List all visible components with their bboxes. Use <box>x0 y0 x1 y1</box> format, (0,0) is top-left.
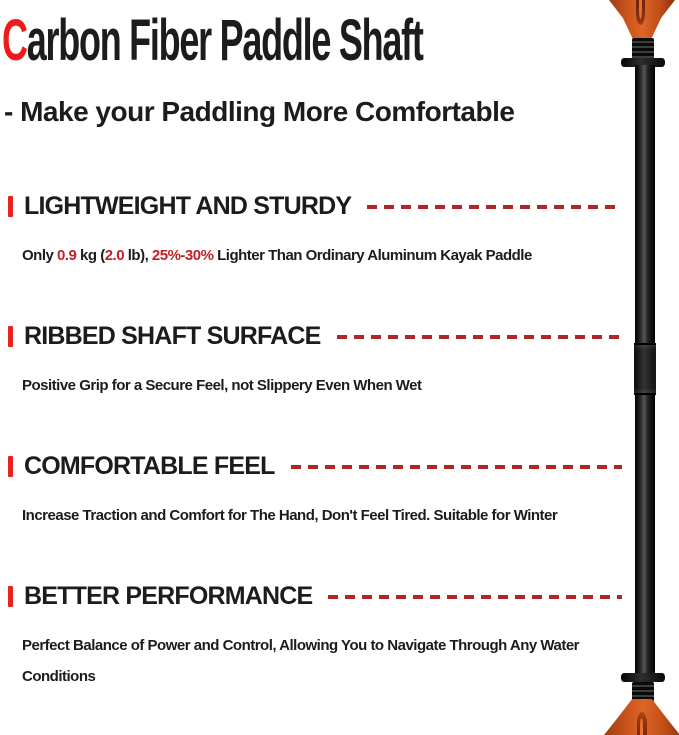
section-heading: RIBBED SHAFT SURFACE <box>24 321 321 350</box>
highlighted-text: 2.0 <box>104 247 125 264</box>
red-accent-bar <box>8 456 13 477</box>
dashed-divider <box>367 205 622 209</box>
red-accent-bar <box>8 326 13 347</box>
paddle-top-ribbed-collar <box>632 38 654 61</box>
paddle-bottom-blade-spine <box>637 712 647 735</box>
dashed-divider <box>337 335 622 339</box>
paddle-bottom-blade <box>604 699 679 735</box>
section-heading-row <box>0 190 679 222</box>
plain-text: Only <box>22 247 58 264</box>
page-subtitle: - Make your Paddling More Comfortable <box>4 96 515 127</box>
paddle-top-blade-spine <box>636 0 645 25</box>
highlighted-text: 25%-30% <box>151 247 214 264</box>
title-first-letter: C <box>2 8 27 73</box>
section-heading: LIGHTWEIGHT AND STURDY <box>24 191 352 220</box>
section-description <box>22 500 557 531</box>
paddle-top-drip-ring <box>621 58 665 67</box>
red-accent-bar <box>8 196 13 217</box>
paddle-top-blade <box>609 0 675 43</box>
section-description <box>22 240 532 271</box>
section-heading-row <box>0 320 679 352</box>
paddle-bottom-ribbed-collar <box>632 682 654 702</box>
section-heading-row <box>0 580 679 612</box>
plain-text: lb), <box>124 247 152 264</box>
feature-section-ribbed-shaft <box>0 320 679 394</box>
section-heading: COMFORTABLE FEEL <box>24 451 275 480</box>
section-heading-row <box>0 450 679 482</box>
feature-section-lightweight <box>0 190 679 264</box>
highlighted-text: 0.9 <box>57 247 77 264</box>
page-title <box>2 8 423 73</box>
plain-text: Perfect Balance of Power and Control, Allowing You to Navigate Through Any Water Conditions <box>22 637 580 685</box>
section-description <box>22 630 634 692</box>
section-description <box>22 370 422 401</box>
dashed-divider <box>291 465 622 469</box>
dashed-divider <box>328 595 622 599</box>
plain-text: Lighter Than Ordinary Aluminum Kayak Paddle <box>213 247 532 264</box>
feature-section-comfortable-feel <box>0 450 679 524</box>
section-heading: BETTER PERFORMANCE <box>24 581 313 610</box>
plain-text: kg ( <box>76 247 105 264</box>
plain-text: Increase Traction and Comfort for The Hand, Don't Feel Tired. Suitable for Winter <box>22 507 558 524</box>
red-accent-bar <box>8 586 13 607</box>
plain-text: Positive Grip for a Secure Feel, not Slippery Even When Wet <box>22 377 422 394</box>
feature-section-better-performance <box>0 580 679 685</box>
title-rest: arbon Fiber Paddle Shaft <box>26 8 423 73</box>
